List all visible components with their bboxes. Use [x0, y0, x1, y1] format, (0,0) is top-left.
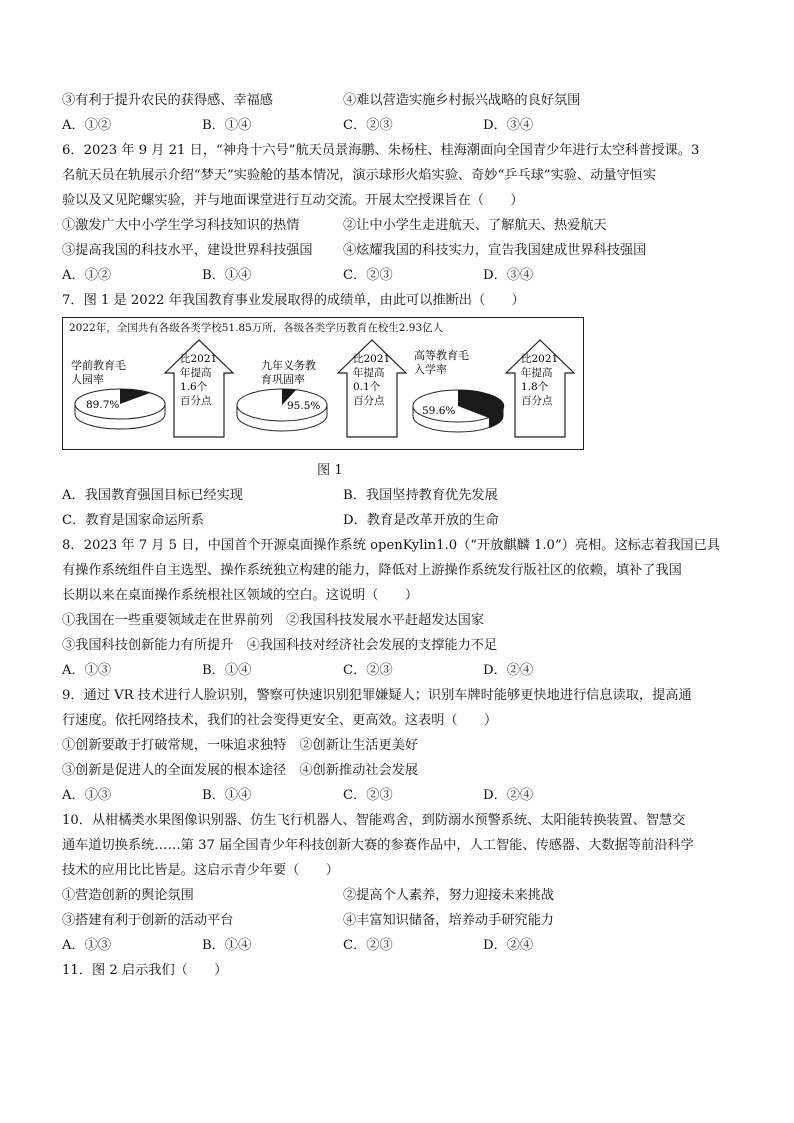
item1-label-line1: 学前教育毛: [71, 359, 126, 372]
q10-option-d: D．②④: [483, 938, 534, 953]
q7-option-b: B．我国坚持教育优先发展: [343, 488, 498, 503]
item2-label-line1: 九年义务教: [261, 359, 316, 372]
item2-label-line2: 育巩固率: [261, 373, 305, 386]
item3-arrow-line1: 比2021: [521, 353, 559, 365]
q9-option-d: D．②④: [483, 788, 534, 803]
q5-option-b: B．①④: [202, 118, 252, 133]
q7-option-c: C．教育是国家命运所系: [62, 513, 204, 528]
q10-option-c: C．②③: [343, 938, 393, 953]
item1-label-line2: 人园率: [71, 373, 104, 386]
item1-value: 89.7%: [86, 399, 120, 411]
figure-item-preschool: [71, 340, 233, 437]
q10-stem-line-3: 技术的应用比比皆是。这启示青少年要（ ）: [62, 863, 339, 878]
q9-option-a: A．①③: [62, 788, 112, 803]
q8-option-a: A．①③: [62, 663, 112, 678]
item2-arrow-line2: 年提高: [353, 367, 385, 379]
item2-arrow-line4: 百分点: [353, 395, 385, 407]
q10-option-a: A．①③: [62, 938, 112, 953]
figure-header: 2022年，全国共有各级各类学校51.85万所，各级各类学历教育在校生2.93亿人: [69, 322, 444, 334]
q10-stem-line-1: 10．从柑橘类水果图像识别器、仿生飞行机器人、智能鸡舍，到防溺水预警系统、太阳能转换装置、智慧交: [62, 813, 686, 828]
q6-statement-2: ②让中小学生走进航天、了解航天、热爱航天: [343, 218, 607, 233]
item3-label-line2: 入学率: [414, 363, 447, 376]
q5-option-c: C．②③: [343, 118, 393, 133]
item1-arrow-line4: 百分点: [180, 395, 212, 407]
q5-statement-4: ④难以营造实施乡村振兴战略的良好氛围: [343, 93, 581, 108]
q6-statement-1: ①激发广大中小学生学习科技知识的热情: [62, 218, 300, 233]
q6-option-b: B．①④: [202, 268, 252, 283]
item3-value: 59.6%: [422, 405, 456, 417]
item3-arrow-line3: 1.8个: [521, 381, 549, 393]
q10-statement-2: ②提高个人素养，努力迎接未来挑战: [343, 888, 554, 903]
q9-option-c: C．②③: [343, 788, 393, 803]
q10-statement-1: ①营造创新的舆论氛围: [62, 888, 194, 903]
q9-stem-line-1: 9．通过 VR 技术进行人脸识别，警察可快速识别犯罪嫌疑人；识别车牌时能够更快地进行信息读取，提高通: [62, 688, 692, 703]
q10-option-b: B．①④: [202, 938, 252, 953]
q7-option-d: D．教育是改革开放的生命: [343, 513, 499, 528]
q8-stem-line-3: 长期以来在桌面操作系统根社区领域的空白。这说明（ ）: [62, 588, 419, 603]
item1-arrow-line3: 1.6个: [180, 381, 208, 393]
q10-statement-4: ④丰富知识储备，培养动手研究能力: [343, 913, 554, 928]
q5-statement-3: ③有利于提升农民的获得感、幸福感: [62, 93, 273, 108]
item3-label-line1: 高等教育毛: [414, 349, 469, 362]
q6-statement-3: ③提高我国的科技水平，建设世界科技强国: [62, 243, 313, 258]
q8-option-b: B．①④: [202, 663, 252, 678]
q9-option-b: B．①④: [202, 788, 252, 803]
figure-item-compulsory: [237, 340, 406, 437]
figure-1-education-report: [62, 317, 584, 450]
q8-statements-1-2: ①我国在一些重要领域走在世界前列 ②我国科技发展水平赶超发达国家: [62, 613, 484, 628]
q11-stem: 11．图 2 启示我们（ ）: [62, 963, 228, 978]
q6-stem-line-1: 6．2023 年 9 月 21 日，“神舟十六号”航天员景海鹏、朱杨柱、桂海潮面向全国青少年进行太空科普授课。3: [62, 143, 700, 158]
q5-option-a: A．①②: [62, 118, 112, 133]
figure-1-caption: 图 1: [317, 463, 343, 478]
q6-statement-4: ④炫耀我国的科技实力，宣告我国建成世界科技强国: [343, 243, 647, 258]
q8-statements-3-4: ③我国科技创新能力有所提升 ④我国科技对经济社会发展的支撑能力不足: [62, 638, 498, 653]
q6-option-d: D．③④: [483, 268, 534, 283]
item1-arrow-line1: 比2021: [180, 353, 218, 365]
q6-stem-line-3: 验以及又见陀螺实验，并与地面课堂进行互动交流。开展太空授课旨在（ ）: [62, 193, 524, 208]
q7-stem: 7．图 1 是 2022 年我国教育事业发展取得的成绩单，由此可以推断出（ ）: [62, 293, 525, 308]
q9-statements-1-2: ①创新要敢于打破常规，一味追求独特 ②创新让生活更美好: [62, 738, 419, 753]
q6-option-c: C．②③: [343, 268, 393, 283]
q6-stem-line-2: 名航天员在轨展示介绍“梦天”实验舱的基本情况，演示球形火焰实验、奇妙“乒乓球”实验、动量守恒实: [62, 168, 657, 183]
q9-stem-line-2: 行速度。依托网络技术，我们的社会变得更安全、更高效。这表明（ ）: [62, 713, 498, 728]
q8-stem-line-1: 8．2023 年 7 月 5 日，中国首个开源桌面操作系统 openKylin1.0（“开放麒麟 1.0”）亮相。这标志着我国已具: [62, 538, 720, 553]
figure-item-higher-ed: [413, 340, 574, 437]
q7-option-a: A．我国教育强国目标已经实现: [62, 488, 243, 503]
q8-stem-line-2: 有操作系统组件自主选型、操作系统独立构建的能力，降低对上游操作系统发行版社区的依赖，填补了我国: [62, 563, 682, 578]
q8-option-d: D．②④: [483, 663, 534, 678]
q8-option-c: C．②③: [343, 663, 393, 678]
item2-arrow-line1: 比2021: [353, 353, 391, 365]
q10-stem-line-2: 通车道切换系统……第 37 届全国青少年科技创新大赛的参赛作品中，人工智能、传感器、大数据等前沿科学: [62, 838, 694, 853]
q10-statement-3: ③搭建有利于创新的活动平台: [62, 913, 234, 928]
item3-arrow-line2: 年提高: [521, 367, 553, 379]
q9-statements-3-4: ③创新是促进人的全面发展的根本途径 ④创新推动社会发展: [62, 763, 419, 778]
item2-arrow-line3: 0.1个: [353, 381, 381, 393]
q6-option-a: A．①②: [62, 268, 112, 283]
item3-arrow-line4: 百分点: [521, 395, 553, 407]
item1-arrow-line2: 年提高: [180, 367, 212, 379]
item2-value: 95.5%: [287, 400, 321, 412]
q5-option-d: D．③④: [483, 118, 534, 133]
